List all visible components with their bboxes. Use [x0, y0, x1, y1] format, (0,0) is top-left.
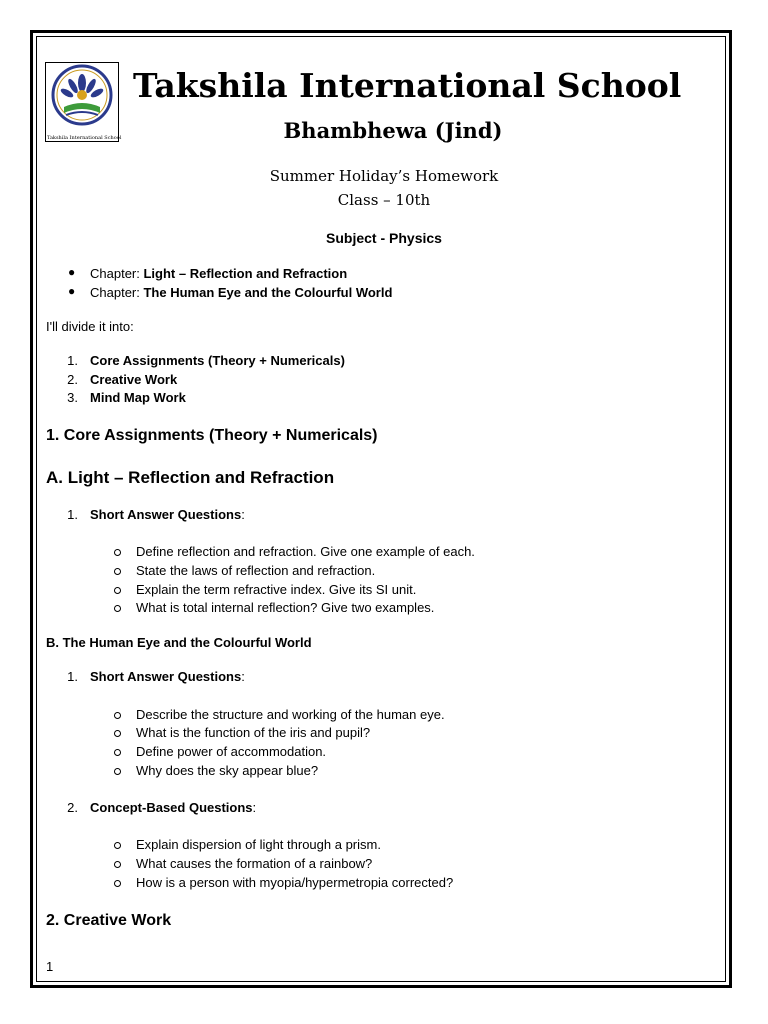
chapter-item: Chapter: The Human Eye and the Colourful World — [90, 285, 393, 300]
circle-bullet-icon — [114, 749, 121, 756]
question-item: State the laws of reflection and refraction. — [136, 563, 376, 578]
question-item: Explain dispersion of light through a prism. — [136, 837, 381, 852]
question-item: Define power of accommodation. — [136, 744, 327, 759]
circle-bullet-icon — [114, 587, 121, 594]
school-name: Takshila International School — [133, 66, 682, 105]
homework-title: Summer Holiday’s Homework — [269, 167, 499, 185]
question-item: Describe the structure and working of the human eye. — [136, 707, 445, 722]
bullet-icon: ● — [68, 265, 76, 279]
question-item: Why does the sky appear blue? — [136, 763, 319, 778]
question-item: What is total internal reflection? Give two examples. — [136, 600, 435, 615]
circle-bullet-icon — [114, 842, 121, 849]
question-item: How is a person with myopia/hypermetropia corrected? — [136, 875, 454, 890]
circle-bullet-icon — [114, 768, 121, 775]
part-item: Creative Work — [90, 372, 178, 387]
subsection-label: Concept-Based Questions: — [90, 800, 257, 815]
circle-bullet-icon — [114, 861, 121, 868]
question-item: Explain the term refractive index. Give its SI unit. — [136, 582, 417, 597]
circle-bullet-icon — [114, 568, 121, 575]
intro-text: I'll divide it into: — [46, 319, 134, 334]
section-1-heading: 1. Core Assignments (Theory + Numericals) — [46, 427, 378, 444]
list-number: 1. — [67, 353, 78, 368]
circle-bullet-icon — [114, 605, 121, 612]
logo-caption: Takshila International School — [47, 135, 122, 141]
subject-heading: Subject - Physics — [326, 230, 442, 246]
question-item: Define reflection and refraction. Give one example of each. — [136, 544, 475, 559]
circle-bullet-icon — [114, 730, 121, 737]
part-item: Core Assignments (Theory + Numericals) — [90, 353, 345, 368]
section-2-heading: 2. Creative Work — [46, 912, 172, 929]
subsection-label: Short Answer Questions: — [90, 507, 245, 522]
bullet-icon: ● — [68, 284, 76, 298]
subsection-label: Short Answer Questions: — [90, 669, 245, 684]
chapter-item: Chapter: Light – Reflection and Refraction — [90, 266, 348, 281]
part-item: Mind Map Work — [90, 390, 186, 405]
list-number: 1. — [67, 507, 78, 522]
question-item: What causes the formation of a rainbow? — [136, 856, 373, 871]
class-label: Class – 10th — [337, 191, 431, 209]
list-number: 1. — [67, 669, 78, 684]
question-item: What is the function of the iris and pupil? — [136, 725, 371, 740]
list-number: 2. — [67, 372, 78, 387]
list-number: 2. — [67, 800, 78, 815]
circle-bullet-icon — [114, 549, 121, 556]
circle-bullet-icon — [114, 880, 121, 887]
page-number: 1 — [46, 959, 54, 974]
circle-bullet-icon — [114, 712, 121, 719]
section-a-heading: A. Light – Reflection and Refraction — [46, 468, 335, 487]
section-b-heading: B. The Human Eye and the Colourful World — [46, 635, 312, 650]
list-number: 3. — [67, 390, 78, 405]
school-location: Bhambhewa (Jind) — [283, 118, 503, 143]
